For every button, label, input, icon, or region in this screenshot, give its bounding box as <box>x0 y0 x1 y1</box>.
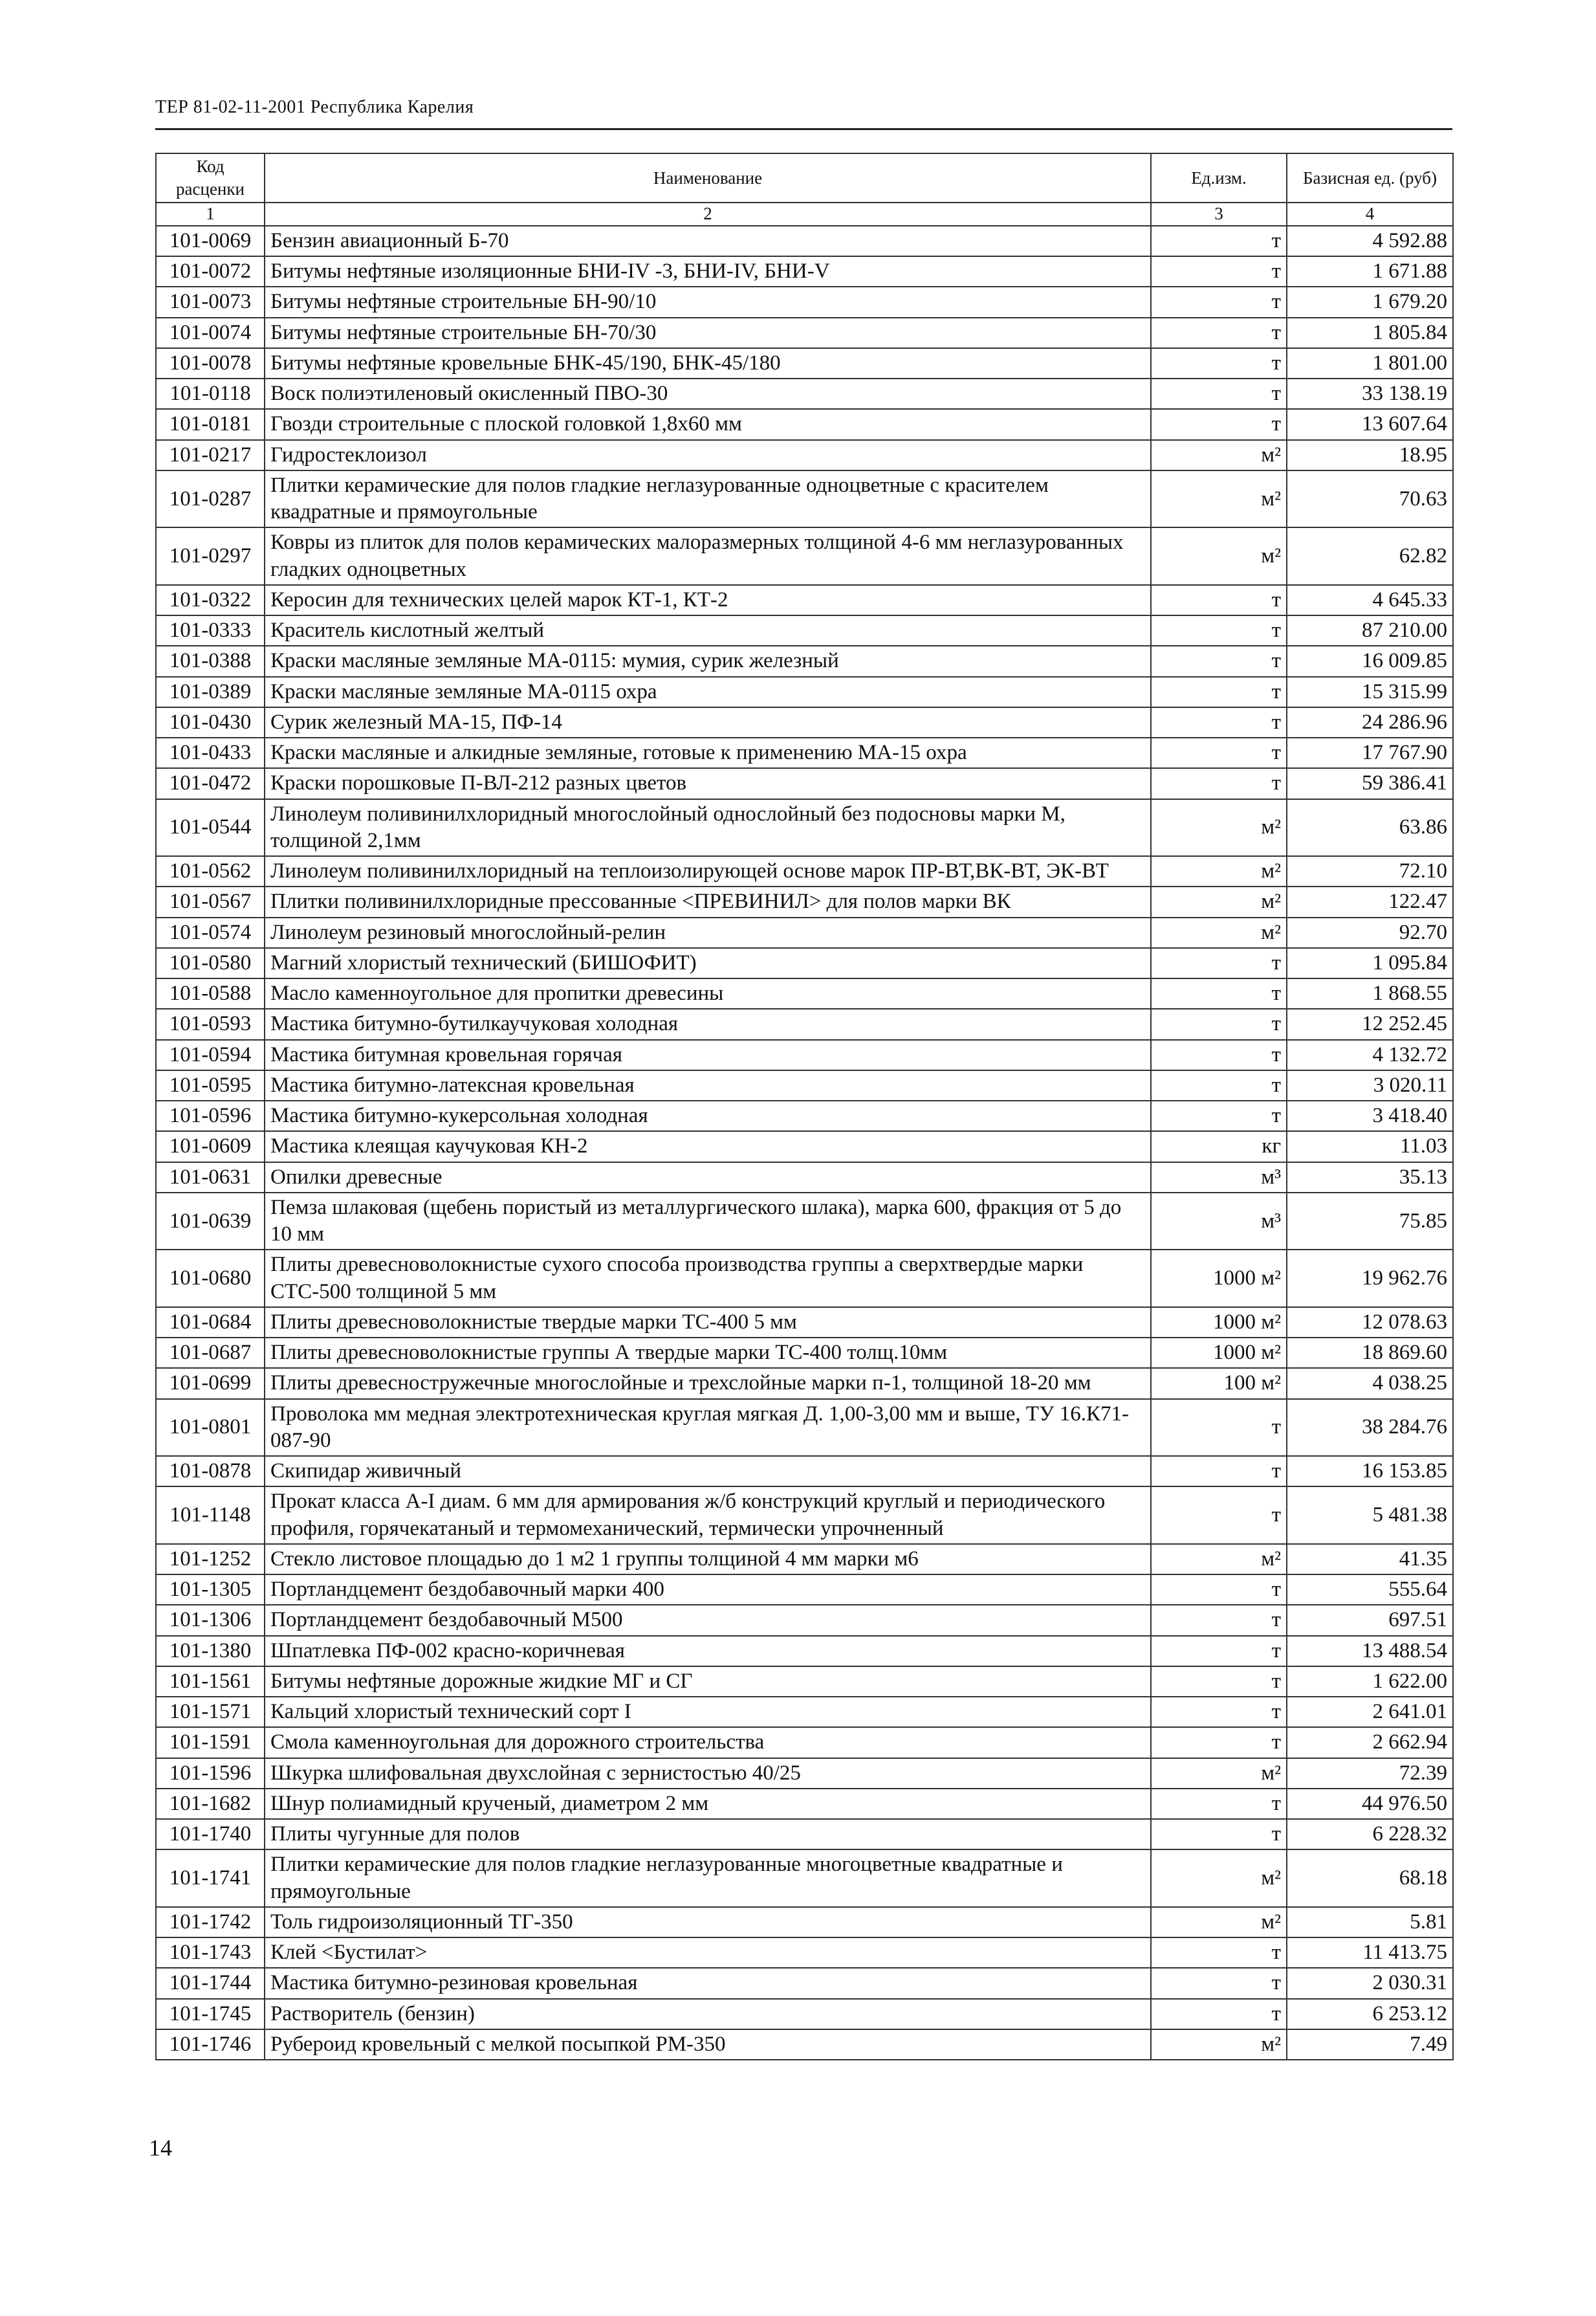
material-name: Плиты древесноволокнистые твердые марки ТС-400 5 мм <box>265 1307 1151 1338</box>
base-price: 4 132.72 <box>1287 1040 1453 1070</box>
unit-of-measure: т <box>1151 1697 1287 1727</box>
base-price: 1 095.84 <box>1287 948 1453 978</box>
unit-of-measure: т <box>1151 1486 1287 1544</box>
unit-of-measure: 1000 м² <box>1151 1307 1287 1338</box>
unit-of-measure: т <box>1151 1968 1287 1998</box>
base-price: 13 607.64 <box>1287 409 1453 439</box>
unit-of-measure: т <box>1151 707 1287 738</box>
base-price: 59 386.41 <box>1287 768 1453 799</box>
material-name: Смола каменноугольная для дорожного строительства <box>265 1727 1151 1758</box>
material-name: Клей <Бустилат> <box>265 1937 1151 1968</box>
base-price: 1 679.20 <box>1287 287 1453 317</box>
table-row <box>156 1907 1453 1937</box>
material-name: Краски масляные и алкидные земляные, готовые к применению МА-15 охра <box>265 738 1151 768</box>
rate-code: 101-1745 <box>156 1999 265 2029</box>
table-row <box>156 1697 1453 1727</box>
unit-of-measure: т <box>1151 256 1287 287</box>
material-name: Портландцемент бездобавочный марки 400 <box>265 1574 1151 1605</box>
unit-of-measure: м² <box>1151 1849 1287 1907</box>
base-price: 5.81 <box>1287 1907 1453 1937</box>
unit-of-measure: м² <box>1151 527 1287 585</box>
unit-of-measure: т <box>1151 768 1287 799</box>
column-number: 3 <box>1151 203 1287 226</box>
table-row <box>156 348 1453 379</box>
material-name: Ковры из плиток для полов керамических малоразмерных толщиной 4-6 мм неглазурованных гладких одноцветных <box>265 527 1151 585</box>
base-price: 17 767.90 <box>1287 738 1453 768</box>
base-price: 72.10 <box>1287 856 1453 887</box>
unit-of-measure: т <box>1151 1456 1287 1486</box>
material-name: Мастика битумно-кукерсольная холодная <box>265 1101 1151 1131</box>
rate-code: 101-0217 <box>156 440 265 470</box>
table-row <box>156 738 1453 768</box>
unit-of-measure: м³ <box>1151 1193 1287 1250</box>
base-price: 12 078.63 <box>1287 1307 1453 1338</box>
rate-code: 101-1742 <box>156 1907 265 1937</box>
unit-of-measure: т <box>1151 1999 1287 2029</box>
table-row <box>156 918 1453 948</box>
table-row <box>156 1758 1453 1789</box>
table-row <box>156 948 1453 978</box>
rate-code: 101-0687 <box>156 1338 265 1368</box>
material-name: Линолеум поливинилхлоридный на теплоизолирующей основе марок ПР-ВТ,ВК-ВТ, ЭК-ВТ <box>265 856 1151 887</box>
unit-of-measure: т <box>1151 1009 1287 1039</box>
table-row <box>156 856 1453 887</box>
rate-code: 101-1252 <box>156 1544 265 1574</box>
document-header: ТЕР 81-02-11-2001 Республика Карелия <box>155 97 474 117</box>
material-name: Плиты древесноволокнистые сухого способа производства группы а сверхтвердые марки СТС-500 толщиной 5 мм <box>265 1250 1151 1307</box>
table-row <box>156 2029 1453 2060</box>
table-row <box>156 1789 1453 1819</box>
table-row <box>156 1193 1453 1250</box>
base-price: 41.35 <box>1287 1544 1453 1574</box>
base-price: 75.85 <box>1287 1193 1453 1250</box>
table-row <box>156 1636 1453 1666</box>
unit-of-measure: т <box>1151 1819 1287 1849</box>
rate-code: 101-1743 <box>156 1937 265 1968</box>
material-name: Мастика битумная кровельная горячая <box>265 1040 1151 1070</box>
base-price: 2 030.31 <box>1287 1968 1453 1998</box>
table-row <box>156 1605 1453 1635</box>
rate-code: 101-0684 <box>156 1307 265 1338</box>
material-name: Толь гидроизоляционный ТГ-350 <box>265 1907 1151 1937</box>
material-name: Воск полиэтиленовый окисленный ПВО-30 <box>265 379 1151 409</box>
unit-of-measure: т <box>1151 1399 1287 1457</box>
base-price: 63.86 <box>1287 799 1453 857</box>
unit-of-measure: м² <box>1151 2029 1287 2060</box>
rate-code: 101-0567 <box>156 887 265 917</box>
material-name: Опилки древесные <box>265 1162 1151 1193</box>
material-name: Пемза шлаковая (щебень пористый из металлургического шлака), марка 600, фракция от 5 до 10 мм <box>265 1193 1151 1250</box>
base-price: 4 038.25 <box>1287 1368 1453 1398</box>
table-row <box>156 318 1453 348</box>
table-row <box>156 615 1453 646</box>
table-row <box>156 527 1453 585</box>
unit-of-measure: т <box>1151 1040 1287 1070</box>
header-divider <box>155 128 1452 130</box>
base-price: 11.03 <box>1287 1131 1453 1162</box>
material-name: Битумы нефтяные изоляционные БНИ-IV -3, БНИ-IV, БНИ-V <box>265 256 1151 287</box>
unit-of-measure: т <box>1151 615 1287 646</box>
rate-code: 101-1571 <box>156 1697 265 1727</box>
table-body <box>156 226 1453 2060</box>
rate-code: 101-1380 <box>156 1636 265 1666</box>
base-price: 2 641.01 <box>1287 1697 1453 1727</box>
column-header-unit: Ед.изм. <box>1151 153 1287 203</box>
unit-of-measure: 100 м² <box>1151 1368 1287 1398</box>
base-price: 18.95 <box>1287 440 1453 470</box>
material-name: Битумы нефтяные кровельные БНК-45/190, БНК-45/180 <box>265 348 1151 379</box>
base-price: 11 413.75 <box>1287 1937 1453 1968</box>
rate-code: 101-0680 <box>156 1250 265 1307</box>
unit-of-measure: т <box>1151 948 1287 978</box>
base-price: 697.51 <box>1287 1605 1453 1635</box>
rate-code: 101-1741 <box>156 1849 265 1907</box>
rate-code: 101-0073 <box>156 287 265 317</box>
base-price: 122.47 <box>1287 887 1453 917</box>
material-name: Плиты древесноволокнистые группы А твердые марки ТС-400 толщ.10мм <box>265 1338 1151 1368</box>
table-row <box>156 1101 1453 1131</box>
rate-code: 101-0072 <box>156 256 265 287</box>
table-row <box>156 1162 1453 1193</box>
rate-code: 101-1591 <box>156 1727 265 1758</box>
rate-code: 101-0433 <box>156 738 265 768</box>
base-price: 5 481.38 <box>1287 1486 1453 1544</box>
unit-of-measure: т <box>1151 1070 1287 1101</box>
column-number: 2 <box>265 203 1151 226</box>
unit-of-measure: т <box>1151 226 1287 256</box>
material-name: Плитки керамические для полов гладкие неглазурованные одноцветные с красителем квадратные и прямоугольные <box>265 470 1151 528</box>
material-name: Линолеум резиновый многослойный-релин <box>265 918 1151 948</box>
rate-code: 101-0074 <box>156 318 265 348</box>
table-row <box>156 1040 1453 1070</box>
unit-of-measure: т <box>1151 1605 1287 1635</box>
unit-of-measure: т <box>1151 1666 1287 1697</box>
table-row <box>156 409 1453 439</box>
material-name: Битумы нефтяные дорожные жидкие МГ и СГ <box>265 1666 1151 1697</box>
column-header-price: Базисная ед. (руб) <box>1287 153 1453 203</box>
table-row <box>156 1486 1453 1544</box>
material-name: Плитки поливинилхлоридные прессованные <ПРЕВИНИЛ> для полов марки ВК <box>265 887 1151 917</box>
table-row <box>156 1819 1453 1849</box>
rate-code: 101-0631 <box>156 1162 265 1193</box>
material-name: Керосин для технических целей марок КТ-1, КТ-2 <box>265 585 1151 615</box>
rate-code: 101-0639 <box>156 1193 265 1250</box>
rate-code: 101-0118 <box>156 379 265 409</box>
rate-code: 101-0430 <box>156 707 265 738</box>
material-name: Рубероид кровельный с мелкой посыпкой РМ-350 <box>265 2029 1151 2060</box>
rate-code: 101-1596 <box>156 1758 265 1789</box>
table-row <box>156 440 1453 470</box>
rate-code: 101-1744 <box>156 1968 265 1998</box>
table-row <box>156 226 1453 256</box>
base-price: 1 622.00 <box>1287 1666 1453 1697</box>
base-price: 12 252.45 <box>1287 1009 1453 1039</box>
unit-of-measure: т <box>1151 1636 1287 1666</box>
rate-code: 101-1682 <box>156 1789 265 1819</box>
material-name: Шнур полиамидный крученый, диаметром 2 мм <box>265 1789 1151 1819</box>
rate-code: 101-0595 <box>156 1070 265 1101</box>
base-price: 13 488.54 <box>1287 1636 1453 1666</box>
material-name: Мастика битумно-латексная кровельная <box>265 1070 1151 1101</box>
unit-of-measure: м² <box>1151 799 1287 857</box>
table-row <box>156 1368 1453 1398</box>
table-row <box>156 1937 1453 1968</box>
rate-code: 101-0801 <box>156 1399 265 1457</box>
base-price: 18 869.60 <box>1287 1338 1453 1368</box>
material-name: Портландцемент бездобавочный М500 <box>265 1605 1151 1635</box>
price-table <box>155 153 1454 2060</box>
rate-code: 101-0596 <box>156 1101 265 1131</box>
material-name: Магний хлористый технический (БИШОФИТ) <box>265 948 1151 978</box>
base-price: 33 138.19 <box>1287 379 1453 409</box>
table-row <box>156 1574 1453 1605</box>
material-name: Стекло листовое площадью до 1 м2 1 группы толщиной 4 мм марки м6 <box>265 1544 1151 1574</box>
unit-of-measure: м² <box>1151 887 1287 917</box>
rate-code: 101-1148 <box>156 1486 265 1544</box>
rate-code: 101-0472 <box>156 768 265 799</box>
unit-of-measure: т <box>1151 677 1287 707</box>
base-price: 2 662.94 <box>1287 1727 1453 1758</box>
base-price: 35.13 <box>1287 1162 1453 1193</box>
unit-of-measure: м² <box>1151 470 1287 528</box>
material-name: Гвозди строительные с плоской головкой 1,8х60 мм <box>265 409 1151 439</box>
unit-of-measure: м² <box>1151 1758 1287 1789</box>
base-price: 6 253.12 <box>1287 1999 1453 2029</box>
unit-of-measure: м² <box>1151 856 1287 887</box>
table-row <box>156 887 1453 917</box>
rate-code: 101-0593 <box>156 1009 265 1039</box>
table-row <box>156 1727 1453 1758</box>
base-price: 4 645.33 <box>1287 585 1453 615</box>
table-row <box>156 1666 1453 1697</box>
unit-of-measure: т <box>1151 348 1287 379</box>
table-row <box>156 1070 1453 1101</box>
material-name: Мастика битумно-бутилкаучуковая холодная <box>265 1009 1151 1039</box>
unit-of-measure: т <box>1151 978 1287 1009</box>
column-header-name: Наименование <box>265 153 1151 203</box>
rate-code: 101-0388 <box>156 646 265 676</box>
unit-of-measure: т <box>1151 1727 1287 1758</box>
table-row <box>156 470 1453 528</box>
material-name: Мастика клеящая каучуковая КН-2 <box>265 1131 1151 1162</box>
table-row <box>156 1009 1453 1039</box>
material-name: Краситель кислотный желтый <box>265 615 1151 646</box>
base-price: 1 801.00 <box>1287 348 1453 379</box>
unit-of-measure: кг <box>1151 1131 1287 1162</box>
column-header-code: Код расценки <box>156 153 265 203</box>
rate-code: 101-0544 <box>156 799 265 857</box>
base-price: 72.39 <box>1287 1758 1453 1789</box>
table-row <box>156 379 1453 409</box>
unit-of-measure: т <box>1151 409 1287 439</box>
column-number: 1 <box>156 203 265 226</box>
unit-of-measure: т <box>1151 1937 1287 1968</box>
unit-of-measure: т <box>1151 646 1287 676</box>
material-name: Линолеум поливинилхлоридный многослойный однослойный без подосновы марки М, толщиной 2,1мм <box>265 799 1151 857</box>
base-price: 87 210.00 <box>1287 615 1453 646</box>
base-price: 24 286.96 <box>1287 707 1453 738</box>
base-price: 16 009.85 <box>1287 646 1453 676</box>
table-row <box>156 646 1453 676</box>
material-name: Бензин авиационный Б-70 <box>265 226 1151 256</box>
base-price: 4 592.88 <box>1287 226 1453 256</box>
base-price: 70.63 <box>1287 470 1453 528</box>
rate-code: 101-0609 <box>156 1131 265 1162</box>
material-name: Скипидар живичный <box>265 1456 1151 1486</box>
rate-code: 101-1740 <box>156 1819 265 1849</box>
base-price: 44 976.50 <box>1287 1789 1453 1819</box>
unit-of-measure: м² <box>1151 1907 1287 1937</box>
table-row <box>156 1456 1453 1486</box>
material-name: Краски масляные земляные МА-0115: мумия, сурик железный <box>265 646 1151 676</box>
material-name: Прокат класса А-I диам. 6 мм для армирования ж/б конструкций круглый и периодического профиля, горячекатаный и термомеханический, термически упрочненный <box>265 1486 1151 1544</box>
rate-code: 101-1306 <box>156 1605 265 1635</box>
material-name: Сурик железный МА-15, ПФ-14 <box>265 707 1151 738</box>
material-name: Мастика битумно-резиновая кровельная <box>265 1968 1151 1998</box>
table-row <box>156 978 1453 1009</box>
table-header-row <box>156 153 1453 203</box>
material-name: Шпатлевка ПФ-002 красно-коричневая <box>265 1636 1151 1666</box>
base-price: 38 284.76 <box>1287 1399 1453 1457</box>
page-number: 14 <box>149 2135 172 2161</box>
unit-of-measure: т <box>1151 1574 1287 1605</box>
rate-code: 101-0322 <box>156 585 265 615</box>
base-price: 3 418.40 <box>1287 1101 1453 1131</box>
material-name: Кальций хлористый технический сорт I <box>265 1697 1151 1727</box>
material-name: Плиты древесностружечные многослойные и трехслойные марки п-1, толщиной 18-20 мм <box>265 1368 1151 1398</box>
unit-of-measure: т <box>1151 1789 1287 1819</box>
rate-code: 101-0078 <box>156 348 265 379</box>
rate-code: 101-0287 <box>156 470 265 528</box>
table-row <box>156 256 1453 287</box>
material-name: Масло каменноугольное для пропитки древесины <box>265 978 1151 1009</box>
base-price: 1 868.55 <box>1287 978 1453 1009</box>
rate-code: 101-0297 <box>156 527 265 585</box>
table-row <box>156 1399 1453 1457</box>
base-price: 7.49 <box>1287 2029 1453 2060</box>
rate-code: 101-1305 <box>156 1574 265 1605</box>
material-name: Растворитель (бензин) <box>265 1999 1151 2029</box>
table-row <box>156 677 1453 707</box>
base-price: 62.82 <box>1287 527 1453 585</box>
rate-code: 101-0588 <box>156 978 265 1009</box>
unit-of-measure: т <box>1151 379 1287 409</box>
material-name: Краски порошковые П-ВЛ-212 разных цветов <box>265 768 1151 799</box>
rate-code: 101-1746 <box>156 2029 265 2060</box>
base-price: 92.70 <box>1287 918 1453 948</box>
base-price: 68.18 <box>1287 1849 1453 1907</box>
rate-code: 101-0069 <box>156 226 265 256</box>
base-price: 555.64 <box>1287 1574 1453 1605</box>
rate-code: 101-0181 <box>156 409 265 439</box>
rate-code: 101-0878 <box>156 1456 265 1486</box>
rate-code: 101-0562 <box>156 856 265 887</box>
unit-of-measure: т <box>1151 738 1287 768</box>
unit-of-measure: 1000 м² <box>1151 1338 1287 1368</box>
unit-of-measure: т <box>1151 318 1287 348</box>
rate-code: 101-0333 <box>156 615 265 646</box>
material-name: Шкурка шлифовальная двухслойная с зернистостью 40/25 <box>265 1758 1151 1789</box>
material-name: Плиты чугунные для полов <box>265 1819 1151 1849</box>
table-row <box>156 1968 1453 1998</box>
unit-of-measure: м² <box>1151 918 1287 948</box>
rate-code: 101-0574 <box>156 918 265 948</box>
material-name: Проволока мм медная электротехническая круглая мягкая Д. 1,00-3,00 мм и выше, ТУ 16.К71-087-90 <box>265 1399 1151 1457</box>
base-price: 6 228.32 <box>1287 1819 1453 1849</box>
table-row <box>156 1131 1453 1162</box>
table-row <box>156 707 1453 738</box>
material-name: Битумы нефтяные строительные БН-90/10 <box>265 287 1151 317</box>
unit-of-measure: м³ <box>1151 1162 1287 1193</box>
unit-of-measure: т <box>1151 585 1287 615</box>
unit-of-measure: 1000 м² <box>1151 1250 1287 1307</box>
material-name: Плитки керамические для полов гладкие неглазурованные многоцветные квадратные и прямоугольные <box>265 1849 1151 1907</box>
material-name: Битумы нефтяные строительные БН-70/30 <box>265 318 1151 348</box>
table-row <box>156 1338 1453 1368</box>
base-price: 15 315.99 <box>1287 677 1453 707</box>
material-name: Гидростеклоизол <box>265 440 1151 470</box>
base-price: 1 805.84 <box>1287 318 1453 348</box>
table-row <box>156 1544 1453 1574</box>
table-row <box>156 1999 1453 2029</box>
table-row <box>156 1307 1453 1338</box>
base-price: 19 962.76 <box>1287 1250 1453 1307</box>
column-number-row <box>156 203 1453 226</box>
unit-of-measure: т <box>1151 287 1287 317</box>
material-name: Краски масляные земляные МА-0115 охра <box>265 677 1151 707</box>
base-price: 16 153.85 <box>1287 1456 1453 1486</box>
rate-code: 101-0580 <box>156 948 265 978</box>
table-row <box>156 1849 1453 1907</box>
base-price: 3 020.11 <box>1287 1070 1453 1101</box>
table-row <box>156 287 1453 317</box>
table-row <box>156 799 1453 857</box>
unit-of-measure: м² <box>1151 1544 1287 1574</box>
base-price: 1 671.88 <box>1287 256 1453 287</box>
table-row <box>156 585 1453 615</box>
table-row <box>156 768 1453 799</box>
rate-code: 101-1561 <box>156 1666 265 1697</box>
rate-code: 101-0594 <box>156 1040 265 1070</box>
table-row <box>156 1250 1453 1307</box>
unit-of-measure: м² <box>1151 440 1287 470</box>
rate-code: 101-0699 <box>156 1368 265 1398</box>
column-number: 4 <box>1287 203 1453 226</box>
rate-code: 101-0389 <box>156 677 265 707</box>
unit-of-measure: т <box>1151 1101 1287 1131</box>
